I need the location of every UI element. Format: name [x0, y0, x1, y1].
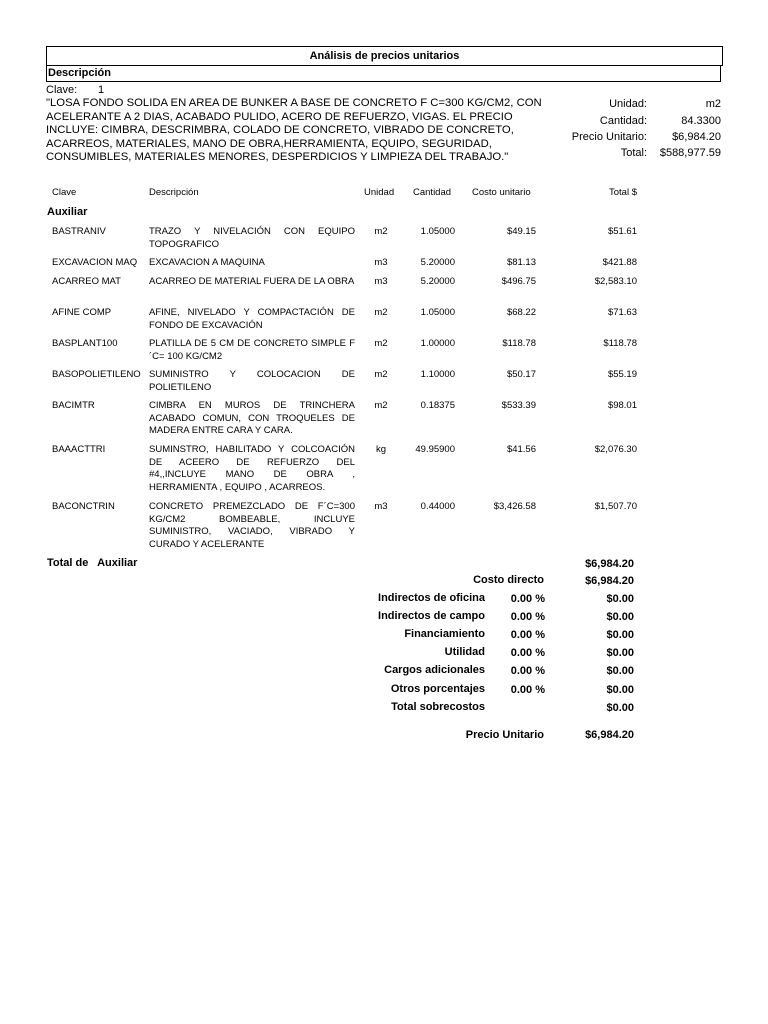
indirectos-oficina-value: $0.00	[606, 593, 634, 605]
row-description: CIMBRA EN MUROS DE TRINCHERA ACABADO COMUN, CON TROQUELES DE MADERA ENTRE CARA Y CARA.	[149, 400, 355, 437]
precio-unitario-value: $6,984.20	[672, 131, 721, 143]
descripcion-header: Descripción	[46, 65, 721, 82]
row-description: PLATILLA DE 5 CM DE CONCRETO SIMPLE F´C= 100 KG/CM2	[149, 338, 355, 362]
row-clave: EXCAVACION MAQ	[52, 257, 138, 268]
otros-porcentajes-pct: 0.00 %	[510, 684, 545, 696]
row-cantidad: 0.18375	[420, 400, 455, 411]
financiamiento-label: Financiamiento	[404, 628, 485, 640]
cantidad-value: 84.3300	[681, 115, 721, 127]
total-value: $588,977.59	[659, 147, 721, 159]
row-unidad: m2	[374, 307, 388, 318]
row-total: $98.01	[607, 400, 637, 411]
row-costo-unitario: $118.78	[502, 338, 536, 349]
precio-unitario-label: Precio Unitario:	[571, 131, 647, 143]
row-clave: ACARREO MAT	[52, 276, 121, 287]
clave-value: 1	[98, 84, 105, 96]
total-sobrecostos-label: Total sobrecostos	[391, 701, 485, 713]
utilidad-value: $0.00	[606, 647, 634, 659]
row-total: $2,076.30	[594, 444, 637, 455]
row-cantidad: 1.05000	[420, 307, 455, 318]
row-costo-unitario: $81.13	[506, 257, 536, 268]
total-label: Total:	[620, 147, 647, 159]
row-cantidad: 5.20000	[420, 276, 455, 287]
row-total: $55.19	[607, 369, 637, 380]
section-label: Auxiliar	[47, 206, 88, 218]
row-clave: BAAACTTRI	[52, 444, 106, 455]
row-unidad: m3	[374, 276, 388, 287]
unidad-value: m2	[705, 98, 721, 110]
row-costo-unitario: $50.17	[506, 369, 536, 380]
row-clave: BACIMTR	[52, 400, 95, 411]
cargos-adicionales-label: Cargos adicionales	[384, 664, 485, 676]
precio-unitario-final-label: Precio Unitario	[465, 729, 544, 741]
column-header-cantidad: Cantidad	[413, 187, 452, 198]
precio-unitario-final-value: $6,984.20	[585, 729, 634, 741]
row-total: $1,507.70	[594, 501, 637, 512]
row-description: TRAZO Y NIVELACIÓN CON EQUIPO TOPOGRAFICO	[149, 226, 355, 250]
row-total: $118.78	[603, 338, 637, 349]
document-title: Análisis de precios unitarios	[46, 46, 723, 66]
section-total-value: $6,984.20	[585, 558, 634, 570]
row-unidad: m3	[374, 257, 388, 268]
row-total: $71.63	[607, 307, 637, 318]
concept-description: "LOSA FONDO SOLIDA EN AREA DE BUNKER A BASE DE CONCRETO F C=300 KG/CM2, CON ACELERANTE A 2 DIAS, ACABADO PULIDO, ACERO DE REFUERZO, VIGAS. EL PRECIO INCLUYE: CIMBRA, DESCRIMBRA, COLADO DE CONCRETO, VIBRADO DE CONCRETO, ACARREOS, MATERIALES, MANO DE OBRA,HERRAMIENTA, EQUIPO, SEGURIDAD, CONSUMIBLES, MATERIALES MENORES, DESPERDICIOS Y LIMPIEZA DEL TRABAJO."	[46, 97, 542, 164]
financiamiento-pct: 0.00 %	[510, 629, 545, 641]
row-unidad: m2	[374, 400, 388, 411]
total-sobrecostos-value: $0.00	[606, 702, 634, 714]
row-unidad: m2	[374, 369, 388, 380]
otros-porcentajes-label: Otros porcentajes	[390, 683, 485, 695]
row-costo-unitario: $41.56	[506, 444, 536, 455]
row-clave: BASPLANT100	[52, 338, 118, 349]
row-clave: BACONCTRIN	[52, 501, 115, 512]
cargos-adicionales-pct: 0.00 %	[510, 665, 545, 677]
row-description: AFINE, NIVELADO Y COMPACTACIÓN DE FONDO DE EXCAVACIÓN	[149, 307, 355, 331]
indirectos-oficina-label: Indirectos de oficina	[378, 592, 485, 604]
row-clave: BASTRANIV	[52, 226, 106, 237]
indirectos-oficina-pct: 0.00 %	[510, 593, 545, 605]
row-description: SUMINISTRO Y COLOCACION DE POLIETILENO	[149, 369, 355, 393]
row-total: $421.88	[602, 257, 637, 268]
column-header-descripcion: Descripción	[149, 187, 199, 198]
row-costo-unitario: $68.22	[506, 307, 536, 318]
row-cantidad: 0.44000	[420, 501, 455, 512]
row-unidad: kg	[375, 444, 387, 455]
section-total-label: Total de Auxiliar	[47, 557, 138, 569]
indirectos-campo-label: Indirectos de campo	[378, 610, 485, 622]
row-cantidad: 1.05000	[420, 226, 455, 237]
utilidad-label: Utilidad	[444, 646, 485, 658]
column-header-total: Total $	[609, 187, 637, 198]
cantidad-label: Cantidad:	[599, 115, 647, 127]
row-description: CONCRETO PREMEZCLADO DE F´C=300 KG/CM2 BOMBEABLE, INCLUYE SUMINISTRO, VACIADO, VIBRADO Y CURADO Y ACELERANTE	[149, 501, 355, 550]
row-cantidad: 5.20000	[420, 257, 455, 268]
row-description: SUMINSTRO, HABILITADO Y COLCOACIÓN DE ACEERO DE REFUERZO DEL #4,,INCLUYE MANO DE OBRA , HERRAMIENTA , EQUIPO , ACARREOS.	[149, 444, 355, 493]
row-description: ACARREO DE MATERIAL FUERA DE LA OBRA	[149, 276, 355, 287]
costo-directo-value: $6,984.20	[585, 575, 634, 587]
row-costo-unitario: $533.39	[501, 400, 536, 411]
column-header-costo-unitario: Costo unitario	[472, 187, 531, 198]
utilidad-pct: 0.00 %	[510, 647, 545, 659]
row-total: $2,583.10	[594, 276, 637, 287]
row-costo-unitario: $3,426.58	[493, 501, 536, 512]
row-total: $51.61	[607, 226, 637, 237]
column-header-unidad: Unidad	[364, 187, 395, 198]
row-cantidad: 1.00000	[420, 338, 455, 349]
clave-label: Clave:	[46, 84, 78, 96]
unidad-label: Unidad:	[609, 98, 647, 110]
cargos-adicionales-value: $0.00	[606, 665, 634, 677]
otros-porcentajes-value: $0.00	[606, 684, 634, 696]
row-cantidad: 1.10000	[420, 369, 455, 380]
row-clave: BASOPOLIETILENO	[52, 369, 141, 380]
row-unidad: m3	[374, 501, 388, 512]
row-costo-unitario: $49.15	[506, 226, 536, 237]
indirectos-campo-pct: 0.00 %	[510, 611, 545, 623]
row-costo-unitario: $496.75	[501, 276, 536, 287]
financiamiento-value: $0.00	[606, 629, 634, 641]
row-unidad: m2	[374, 338, 388, 349]
row-description: EXCAVACION A MAQUINA	[149, 257, 265, 268]
costo-directo-label: Costo directo	[473, 574, 544, 586]
indirectos-campo-value: $0.00	[606, 611, 634, 623]
row-clave: AFINE COMP	[52, 307, 112, 318]
column-header-clave: Clave	[52, 187, 77, 198]
row-unidad: m2	[374, 226, 388, 237]
row-cantidad: 49.95900	[415, 444, 455, 455]
